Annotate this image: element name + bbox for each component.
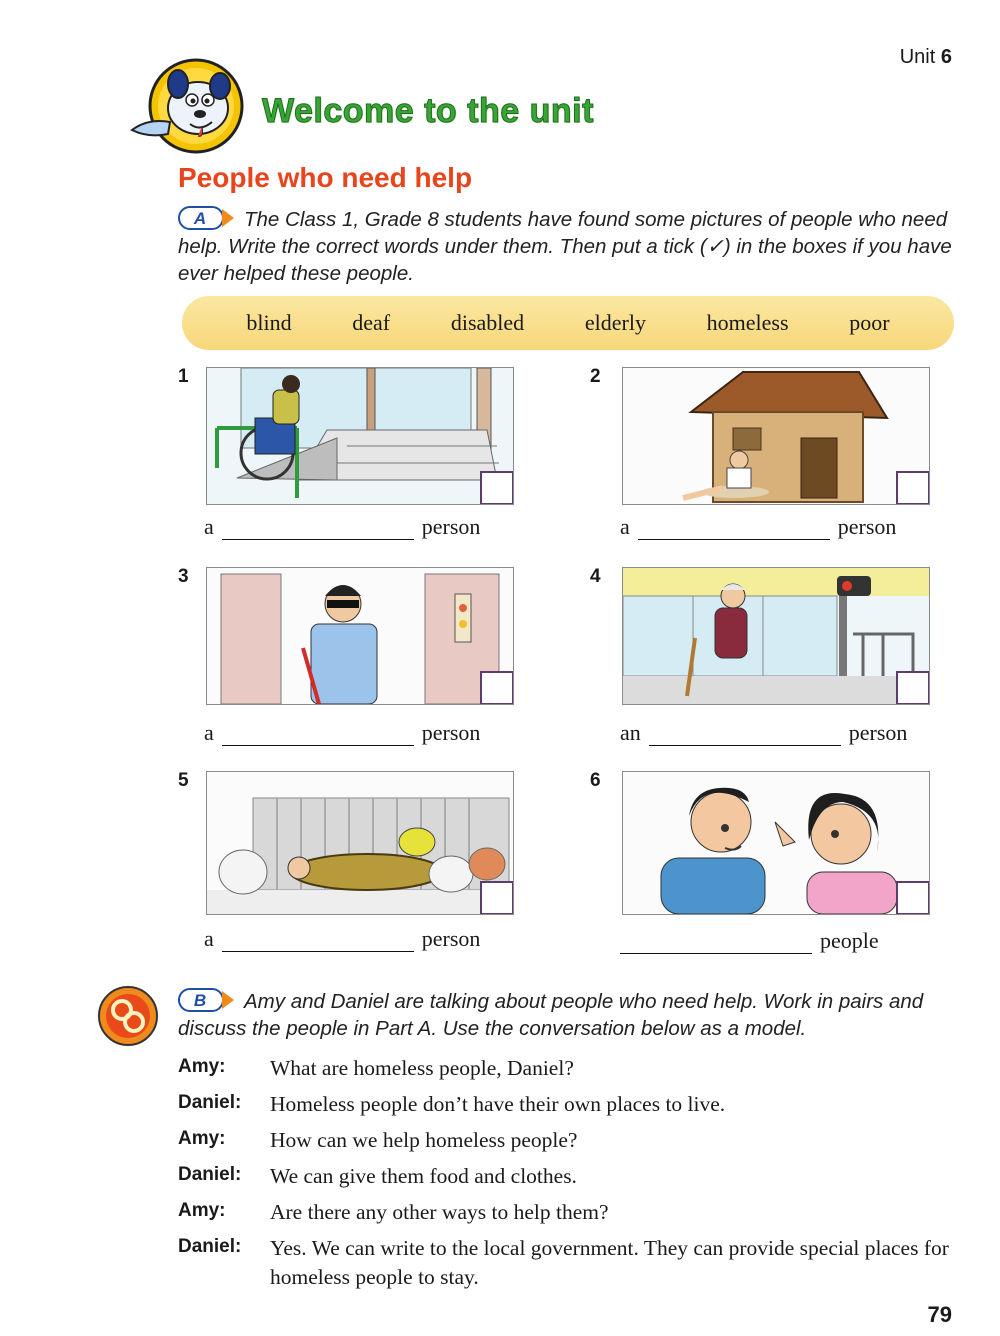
picture-3-blind xyxy=(206,567,514,705)
caption-noun: person xyxy=(421,720,481,745)
answer-blank-6[interactable] xyxy=(620,935,812,954)
tick-box-6[interactable] xyxy=(896,881,930,915)
caption-article: an xyxy=(620,720,641,745)
picture-number-4: 4 xyxy=(590,566,601,587)
caption-4 xyxy=(620,720,907,746)
homeless-person-illustration xyxy=(207,772,513,914)
caption-1 xyxy=(204,514,480,540)
unit-number: 6 xyxy=(940,46,952,68)
dialogue xyxy=(178,1054,968,1299)
speaker: Amy: xyxy=(178,1200,226,1221)
word-bank xyxy=(182,296,954,350)
part-a-text: The Class 1, Grade 8 students have found some pictures of people who need help. Write the correct words under them. Then put a tick (✓) in the boxes if you have ever helped these people. xyxy=(178,208,952,285)
word-bank-item: blind xyxy=(246,310,292,335)
page-number: 79 xyxy=(927,1302,952,1327)
speech: Are there any other ways to help them? xyxy=(270,1200,609,1224)
dog-mascot-icon xyxy=(128,58,246,158)
speaker: Daniel: xyxy=(178,1164,242,1185)
speech: Homeless people don’t have their own places to live. xyxy=(270,1092,726,1116)
picture-number-1: 1 xyxy=(178,366,189,387)
part-a-instructions xyxy=(178,206,958,287)
unit-title: Welcome to the unit xyxy=(262,92,594,130)
caption-noun: person xyxy=(837,514,897,539)
answer-blank-4[interactable] xyxy=(649,727,841,746)
caption-noun: person xyxy=(421,514,481,539)
poor-hut-illustration xyxy=(623,368,929,504)
part-a-badge-letter: A xyxy=(193,209,207,228)
picture-6-deaf xyxy=(622,771,930,915)
picture-4-elderly xyxy=(622,567,930,705)
dialogue-line xyxy=(178,1090,968,1119)
elderly-person-illustration xyxy=(623,568,929,704)
dialogue-line xyxy=(178,1198,968,1227)
part-a-badge-icon xyxy=(178,206,236,230)
picture-5-homeless xyxy=(206,771,514,915)
tick-box-5[interactable] xyxy=(480,881,514,915)
caption-article: a xyxy=(204,514,214,539)
answer-blank-1[interactable] xyxy=(222,521,414,540)
speech: Yes. We can write to the local government. They can provide special places for homeless people to stay. xyxy=(270,1236,949,1289)
speaker: Daniel: xyxy=(178,1092,242,1113)
tick-box-4[interactable] xyxy=(896,671,930,705)
caption-6 xyxy=(620,928,879,954)
picture-1-wheelchair xyxy=(206,367,514,505)
part-b-text: Amy and Daniel are talking about people who need help. Work in pairs and discuss the people in Part A. Use the conversation below as a model. xyxy=(178,990,924,1040)
caption-5 xyxy=(204,926,480,952)
caption-article: a xyxy=(620,514,630,539)
pair-work-icon xyxy=(96,984,160,1048)
word-bank-item: disabled xyxy=(450,310,525,335)
dialogue-line xyxy=(178,1054,968,1083)
picture-number-3: 3 xyxy=(178,566,189,587)
caption-noun: people xyxy=(820,928,879,953)
word-bank-item: elderly xyxy=(584,310,646,335)
picture-number-5: 5 xyxy=(178,770,189,791)
answer-blank-2[interactable] xyxy=(638,521,830,540)
blind-person-illustration xyxy=(207,568,513,704)
speaker: Amy: xyxy=(178,1128,226,1149)
dialogue-line xyxy=(178,1126,968,1155)
wheelchair-ramp-illustration xyxy=(207,368,513,504)
caption-noun: person xyxy=(848,720,908,745)
section-title: People who need help xyxy=(178,162,473,193)
unit-label xyxy=(900,46,952,69)
answer-blank-3[interactable] xyxy=(222,727,414,746)
tick-box-2[interactable] xyxy=(896,471,930,505)
caption-article: a xyxy=(204,720,214,745)
unit-word: Unit xyxy=(899,46,936,68)
picture-number-2: 2 xyxy=(590,366,601,387)
dialogue-line xyxy=(178,1234,968,1292)
picture-number-6: 6 xyxy=(590,770,601,791)
picture-2-hut xyxy=(622,367,930,505)
speech: We can give them food and clothes. xyxy=(270,1164,577,1188)
speaker: Amy: xyxy=(178,1056,226,1077)
part-b-instructions xyxy=(178,988,958,1042)
speech: How can we help homeless people? xyxy=(270,1128,578,1152)
speech: What are homeless people, Daniel? xyxy=(270,1056,574,1080)
word-bank-item: homeless xyxy=(706,310,789,335)
deaf-people-illustration xyxy=(623,772,929,914)
part-b-badge-icon xyxy=(178,988,236,1012)
tick-box-1[interactable] xyxy=(480,471,514,505)
word-bank-item: deaf xyxy=(352,310,391,335)
tick-box-3[interactable] xyxy=(480,671,514,705)
dialogue-line xyxy=(178,1162,968,1191)
caption-2 xyxy=(620,514,896,540)
speaker: Daniel: xyxy=(178,1236,242,1257)
word-bank-item: poor xyxy=(849,310,890,335)
caption-3 xyxy=(204,720,480,746)
answer-blank-5[interactable] xyxy=(222,933,414,952)
part-b-badge-letter: B xyxy=(193,991,207,1010)
caption-article: a xyxy=(204,926,214,951)
caption-noun: person xyxy=(421,926,481,951)
